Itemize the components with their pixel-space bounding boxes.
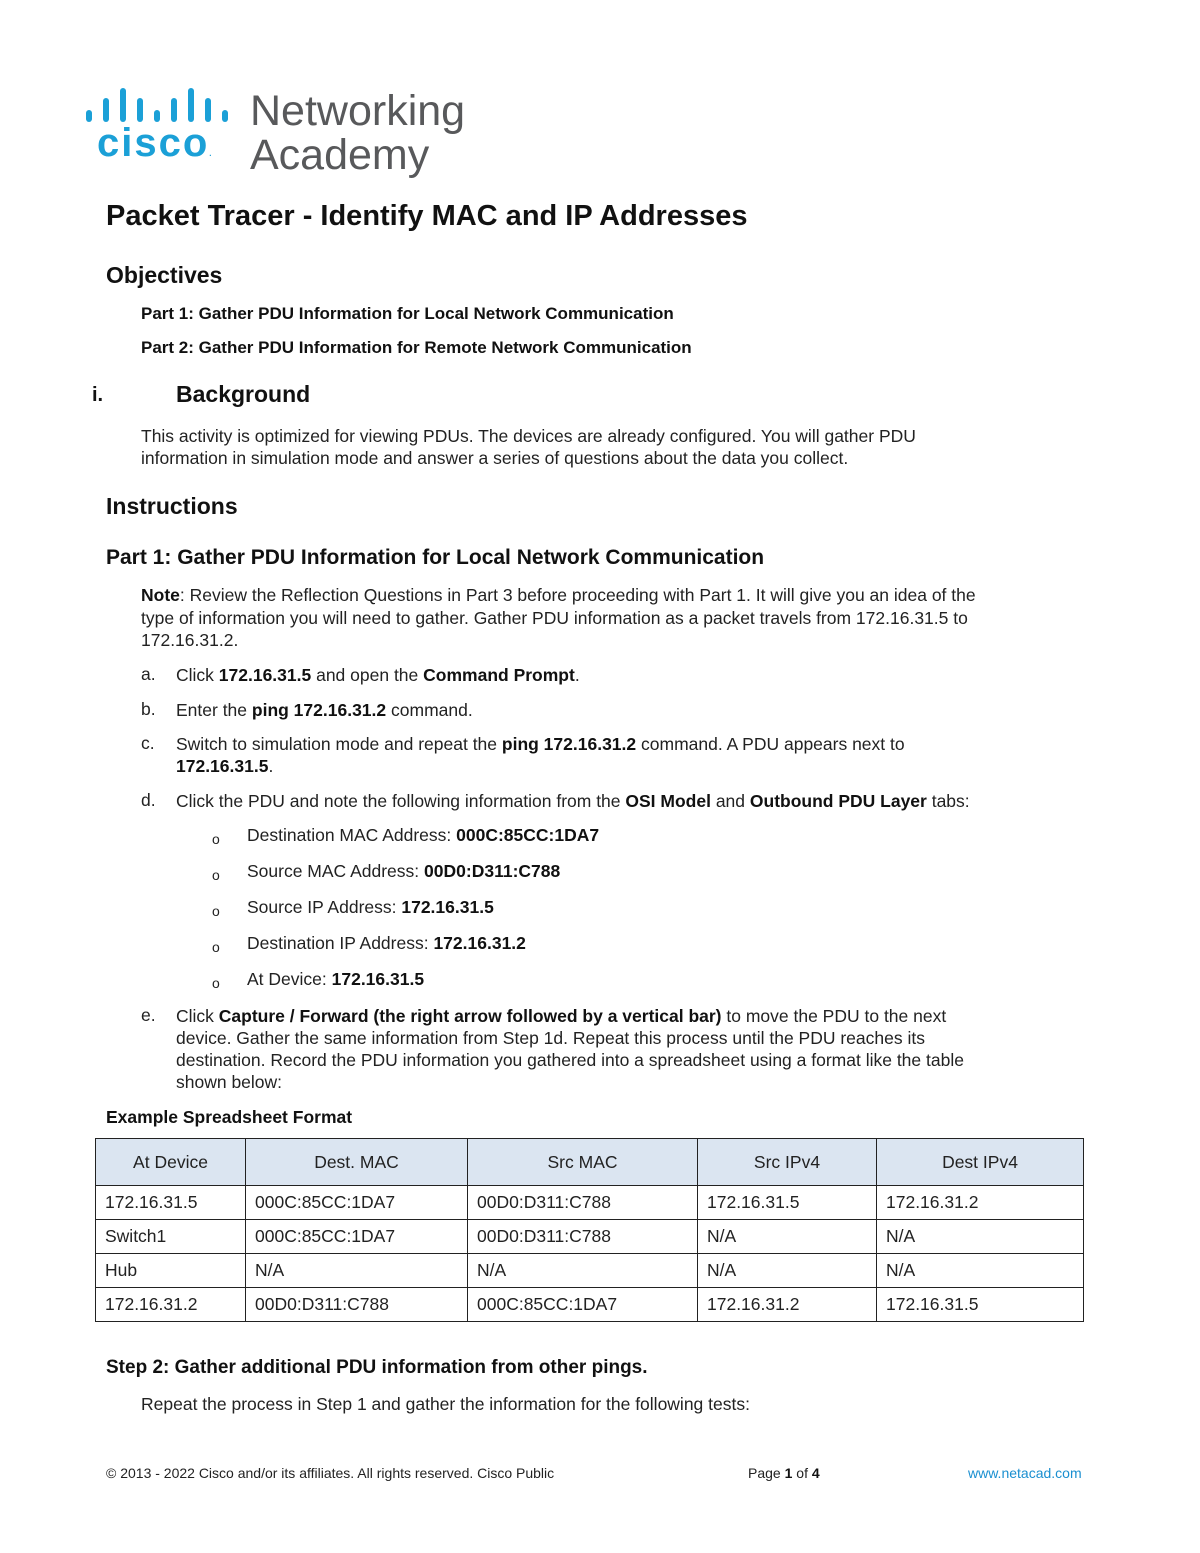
logo-networking-text: Networking bbox=[250, 87, 466, 135]
table-row bbox=[96, 1288, 1084, 1322]
part1-heading: Part 1: Gather PDU Information for Local Network Communication bbox=[106, 546, 765, 569]
bullet-icon: o bbox=[212, 867, 220, 883]
table-header-cell: Dest. MAC bbox=[246, 1139, 468, 1186]
table-row bbox=[96, 1254, 1084, 1288]
table-cell: 000C:85CC:1DA7 bbox=[246, 1186, 468, 1220]
step-c-label: c. bbox=[141, 733, 155, 753]
table-cell: 172.16.31.2 bbox=[698, 1288, 877, 1322]
background-text-line1: This activity is optimized for viewing PDUs. The devices are already configured. You will gather PDU bbox=[141, 426, 916, 446]
list-item: At Device: 172.16.31.5 bbox=[247, 969, 425, 989]
table-cell: 000C:85CC:1DA7 bbox=[468, 1288, 698, 1322]
example-spreadsheet-table bbox=[95, 1138, 1084, 1322]
step-d-label: d. bbox=[141, 790, 156, 810]
table-cell: 172.16.31.2 bbox=[877, 1186, 1084, 1220]
list-item: Source MAC Address: 00D0:D311:C788 bbox=[247, 861, 561, 881]
footer-copyright: © 2013 - 2022 Cisco and/or its affiliates. All rights reserved. Cisco Public bbox=[106, 1465, 555, 1481]
table-header-cell: Src IPv4 bbox=[698, 1139, 877, 1186]
list-item: Destination MAC Address: 000C:85CC:1DA7 bbox=[247, 825, 600, 845]
logo-bar-icon bbox=[188, 88, 194, 122]
table-row bbox=[96, 1186, 1084, 1220]
note-line1: Note: Review the Reflection Questions in Part 3 before proceeding with Part 1. It will give you an idea of the bbox=[141, 585, 976, 605]
logo-bar-icon bbox=[171, 98, 177, 122]
step-e-line2: device. Gather the same information from Step 1d. Repeat this process until the PDU reaches its bbox=[176, 1028, 925, 1048]
step-c-text-line2: 172.16.31.5. bbox=[176, 756, 274, 776]
step2-text: Repeat the process in Step 1 and gather the information for the following tests: bbox=[141, 1394, 750, 1414]
table-cell: 172.16.31.5 bbox=[698, 1186, 877, 1220]
table-cell: 172.16.31.2 bbox=[96, 1288, 246, 1322]
objective-part2: Part 2: Gather PDU Information for Remote Network Communication bbox=[141, 338, 692, 357]
table-header-cell: Dest IPv4 bbox=[877, 1139, 1084, 1186]
logo-bar-icon bbox=[103, 98, 109, 122]
table-cell: N/A bbox=[877, 1220, 1084, 1254]
note-line3: 172.16.31.2. bbox=[141, 630, 239, 650]
step-e-line3: destination. Record the PDU information you gathered into a spreadsheet using a format like the table bbox=[176, 1050, 964, 1070]
step-e-line4: shown below: bbox=[176, 1072, 283, 1092]
table-header-cell: At Device bbox=[96, 1139, 246, 1186]
table-cell: N/A bbox=[698, 1254, 877, 1288]
note-line2: type of information you will need to gather. Gather PDU information as a packet travels from 172.16.31.5 to bbox=[141, 608, 968, 628]
cisco-networking-academy-logo bbox=[84, 88, 484, 188]
table-cell: 172.16.31.5 bbox=[96, 1186, 246, 1220]
instructions-heading: Instructions bbox=[106, 493, 238, 519]
bullet-icon: o bbox=[212, 903, 220, 919]
table-cell: N/A bbox=[698, 1220, 877, 1254]
footer-page-number: Page 1 of 4 bbox=[748, 1465, 820, 1481]
background-number: i. bbox=[92, 384, 104, 406]
list-item: Destination IP Address: 172.16.31.2 bbox=[247, 933, 526, 953]
logo-bar-icon bbox=[120, 88, 126, 122]
table-cell: N/A bbox=[468, 1254, 698, 1288]
objectives-heading: Objectives bbox=[106, 262, 223, 288]
step-e-text: Click Capture / Forward (the right arrow followed by a vertical bar) to move the PDU to the next bbox=[176, 1006, 947, 1026]
bullet-icon: o bbox=[212, 939, 220, 955]
logo-bar-icon bbox=[222, 110, 228, 122]
table-cell: 000C:85CC:1DA7 bbox=[246, 1220, 468, 1254]
list-item: Source IP Address: 172.16.31.5 bbox=[247, 897, 494, 917]
logo-cisco-word: cisco. bbox=[97, 121, 212, 165]
step-e-label: e. bbox=[141, 1005, 156, 1025]
background-text-line2: information in simulation mode and answer a series of questions about the data you collect. bbox=[141, 448, 849, 468]
bullet-icon: o bbox=[212, 975, 220, 991]
table-cell: Switch1 bbox=[96, 1220, 246, 1254]
table-cell: N/A bbox=[246, 1254, 468, 1288]
bullet-icon: o bbox=[212, 831, 220, 847]
table-cell: 00D0:D311:C788 bbox=[468, 1220, 698, 1254]
step-c-text: Switch to simulation mode and repeat the ping 172.16.31.2 command. A PDU appears next to bbox=[176, 734, 905, 754]
step-a-text: Click 172.16.31.5 and open the Command Prompt. bbox=[176, 665, 580, 685]
footer-link[interactable]: www.netacad.com bbox=[968, 1465, 1082, 1481]
table-header-cell: Src MAC bbox=[468, 1139, 698, 1186]
table-cell: Hub bbox=[96, 1254, 246, 1288]
step-b-text: Enter the ping 172.16.31.2 command. bbox=[176, 700, 473, 720]
table-cell: 172.16.31.5 bbox=[877, 1288, 1084, 1322]
step2-heading: Step 2: Gather additional PDU information from other pings. bbox=[106, 1357, 648, 1378]
step-b-label: b. bbox=[141, 699, 156, 719]
table-header-row bbox=[96, 1139, 1084, 1186]
logo-bar-icon bbox=[86, 110, 92, 122]
logo-bar-icon bbox=[205, 98, 211, 122]
step-a-label: a. bbox=[141, 664, 156, 684]
table-cell: N/A bbox=[877, 1254, 1084, 1288]
table-row bbox=[96, 1220, 1084, 1254]
table-cell: 00D0:D311:C788 bbox=[468, 1186, 698, 1220]
example-spreadsheet-label: Example Spreadsheet Format bbox=[106, 1107, 353, 1127]
logo-bar-icon bbox=[137, 98, 143, 122]
table-cell: 00D0:D311:C788 bbox=[246, 1288, 468, 1322]
objective-part1: Part 1: Gather PDU Information for Local Network Communication bbox=[141, 304, 674, 323]
background-heading: Background bbox=[176, 381, 311, 407]
step-d-text: Click the PDU and note the following information from the OSI Model and Outbound PDU Layer tabs: bbox=[176, 791, 970, 811]
page-title: Packet Tracer - Identify MAC and IP Addresses bbox=[106, 200, 748, 232]
logo-academy-text: Academy bbox=[250, 131, 430, 179]
note-label: Note bbox=[141, 585, 180, 605]
